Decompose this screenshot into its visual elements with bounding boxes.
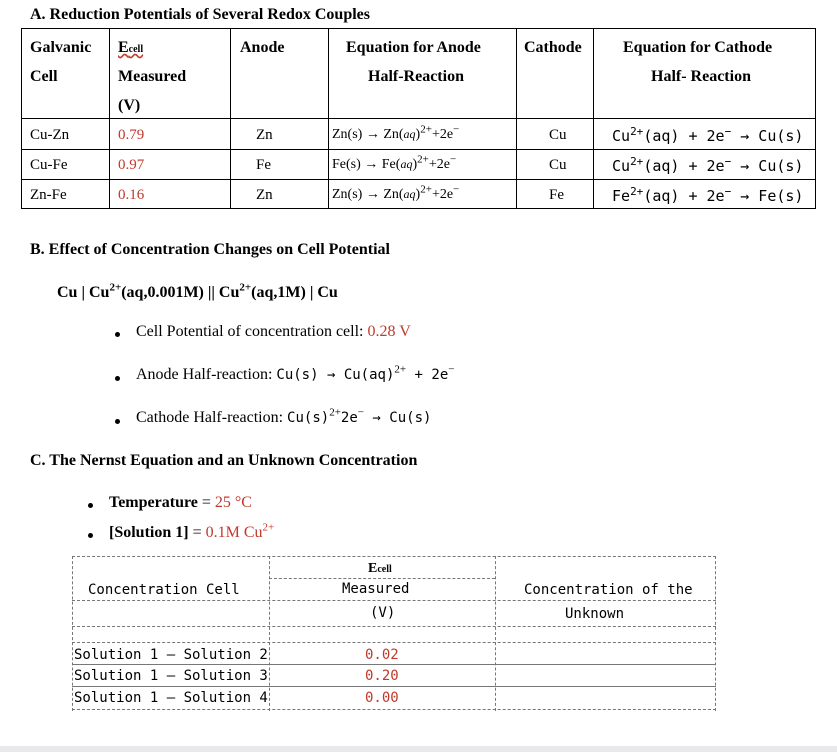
section-b-title: B. Effect of Concentration Changes on Cell Potential xyxy=(30,241,390,258)
cell-potential-line: Cell Potential of concentration cell: 0.28 V xyxy=(136,323,411,340)
section-a-title: A. Reduction Potentials of Several Redox Couples xyxy=(30,6,370,23)
row-cathode: Fe xyxy=(549,187,564,203)
row-anode-eq: Zn(s) → Zn(aq)$^{2+}$+2e− xyxy=(332,183,460,202)
table-row-cell: Solution 1 – Solution 2 xyxy=(74,647,268,663)
row-cell: Cu-Fe xyxy=(30,157,68,173)
header-galvanic: Galvanic xyxy=(30,39,92,56)
header-volts: (V) xyxy=(370,605,396,621)
row-cell: Cu-Zn xyxy=(30,127,70,143)
nernst-table xyxy=(72,556,716,711)
row-cathode-eq: $Fe^{2+}(aq) + 2e^- \to Fe(s)$ xyxy=(612,185,804,205)
header-eq-cathode: Equation for Cathode xyxy=(623,39,773,56)
header-cathode: Cathode xyxy=(524,39,582,56)
bullet-icon xyxy=(115,376,120,381)
header-cell: Cell xyxy=(30,68,58,85)
table-row-ecell: 0.20 xyxy=(365,668,399,684)
cathode-half-reaction: Cathode Half-reaction: $Cu(s)^{2+}2e^- \to Cu(s)$ xyxy=(136,406,432,426)
solution1-line: [Solution 1] = 0.1M $Cu^{2+}$ xyxy=(109,521,275,541)
row-cathode-eq: $Cu^{2+}(aq) + 2e^- \to Cu(s)$ xyxy=(612,155,804,175)
row-ecell: 0.79 xyxy=(118,127,145,143)
table-row-cell: Solution 1 – Solution 4 xyxy=(74,690,268,706)
table-row-ecell: 0.00 xyxy=(365,690,399,706)
section-c-title: C. The Nernst Equation and an Unknown Concentration xyxy=(30,452,418,469)
bottom-scroll-bar xyxy=(0,746,837,752)
bullet-icon xyxy=(88,533,93,538)
row-cathode-eq: $Cu^{2+}(aq) + 2e^- \to Cu(s)$ xyxy=(612,125,804,145)
header-cathode-half: Half- Reaction xyxy=(651,68,751,85)
header-ecell: Ecell xyxy=(368,561,392,576)
header-unknown: Unknown xyxy=(565,606,625,622)
row-anode: Fe xyxy=(256,157,271,173)
bullet-icon xyxy=(115,419,120,424)
header-concentration-cell: Concentration Cell xyxy=(88,582,240,598)
row-cell: Zn-Fe xyxy=(30,187,67,203)
row-anode-eq: Zn(s) → Zn(aq)$^{2+}$+2e− xyxy=(332,123,460,142)
row-anode: Zn xyxy=(256,127,273,143)
row-cathode: Cu xyxy=(549,127,567,143)
bullet-icon xyxy=(88,503,93,508)
header-measured: Measured xyxy=(118,68,187,85)
bullet-icon xyxy=(115,332,120,337)
header-anode: Anode xyxy=(240,39,285,56)
header-eq-anode: Equation for Anode xyxy=(346,39,481,56)
row-ecell: 0.97 xyxy=(118,157,145,173)
anode-half-reaction: Anode Half-reaction: Cu(s) → Cu(aq)$^{2+}$ + 2e− xyxy=(136,363,455,383)
temperature-line: Temperature = 25 °C xyxy=(109,494,252,511)
redox-table xyxy=(21,28,816,209)
table-row-cell: Solution 1 – Solution 3 xyxy=(74,668,268,684)
cell-notation: Cu | $Cu^{2+}(aq,0.001M)$ || $Cu^{2+}(aq,1M)$ | Cu xyxy=(57,281,338,301)
header-measured: Measured xyxy=(342,581,410,597)
header-ecell: Ecell xyxy=(118,39,144,56)
header-unknown-conc: Concentration of the xyxy=(524,582,693,598)
row-ecell: 0.16 xyxy=(118,187,145,203)
row-anode: Zn xyxy=(256,187,273,203)
header-volts: (V) xyxy=(118,97,141,114)
table-row-ecell: 0.02 xyxy=(365,647,399,663)
header-anode-half: Half-Reaction xyxy=(368,68,464,85)
row-cathode: Cu xyxy=(549,157,567,173)
row-anode-eq: Fe(s) → Fe(aq)$^{2+}$+2e− xyxy=(332,153,457,172)
